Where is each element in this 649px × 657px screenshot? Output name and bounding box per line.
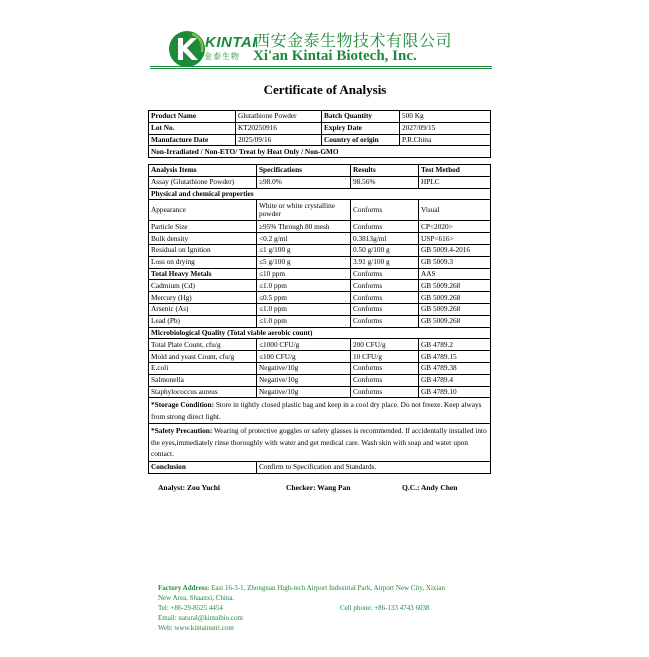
address-line-2: New Area, Shaanxi, China. [158,594,235,602]
product-name-label: Product Name [149,111,236,123]
cell: ≤1.0 ppm [257,280,351,292]
logo-text: KINTAI [205,34,257,51]
expiry-label: Expiry Date [322,122,400,134]
cell: Conforms [351,268,419,280]
cell: Conforms [351,280,419,292]
cell: 0.50 g/100 g [351,244,419,256]
mfg-value: 2025/09/16 [236,134,322,146]
analysis-table [148,164,491,474]
factory-address [158,584,445,592]
cell: ≤5 g/100 g [257,256,351,268]
storage-text: Store in tightly closed plastic bag and keep in a cool dry place. Do not freeze. Keep always from strong direct light. [151,400,482,421]
checker-signature: Checker: Wang Pan [286,483,351,492]
cell: GB 4789.10 [419,386,491,398]
cell: Lead (Pb) [149,315,257,327]
cell: HPLC [419,176,491,188]
storage-note [149,398,491,424]
cell: 200 CFU/g [351,339,419,351]
storage-label: *Storage Condition: [151,400,215,410]
heavy-metals-row [149,268,491,280]
kintai-logo-icon [166,28,208,70]
safety-label: *Safety Precaution: [151,426,213,436]
table-row [149,386,491,398]
table-row [149,339,491,351]
table-row [149,233,491,245]
cell: GB 5009.268 [419,280,491,292]
cell: Total Heavy Metals [149,268,257,280]
cell: GB 4789.2 [419,339,491,351]
table-row [149,280,491,292]
batch-qty-label: Batch Quantity [322,111,400,123]
cell: Conforms [351,362,419,374]
header-rule [150,68,492,69]
cell: Conforms [351,303,419,315]
cell: Conforms [351,315,419,327]
email: Email: natural@kintaibio.com [158,614,243,622]
cell: GB 5009.268 [419,315,491,327]
cell: Appearance [149,200,257,221]
header-cell: Analysis Items [149,165,257,177]
cell: Total Plate Count, cfu/g [149,339,257,351]
product-info-table [148,110,491,158]
company-name-en: Xi'an Kintai Biotech, Inc. [253,48,417,64]
cell: Negative/10g [257,362,351,374]
cell: ≥98.0% [257,176,351,188]
cell: Conforms [351,386,419,398]
table-row [149,200,491,221]
cell: Salmonella [149,374,257,386]
cell: 10 CFU/g [351,351,419,363]
header-cell: Specifications [257,165,351,177]
document-title: Certificate of Analysis [263,82,387,97]
header-rule [150,66,492,67]
cell: Visual [419,200,491,221]
header-cell: Results [351,165,419,177]
certificate-page [86,0,564,657]
cell: GB 5009.268 [419,292,491,304]
expiry-value: 2027/09/15 [400,122,491,134]
cell: 98.56% [351,176,419,188]
cell: Conforms [351,374,419,386]
cell: ≤1.0 ppm [257,303,351,315]
cell: GB 4789.38 [419,362,491,374]
address-label: Factory Address: [158,584,210,592]
lot-label: Lot No. [149,122,236,134]
analysis-header-row [149,165,491,177]
cell: Particle Size [149,221,257,233]
cell: <0.2 g/ml [257,233,351,245]
cell: Mercury (Hg) [149,292,257,304]
tel: Tel: +86-29-8525 4454 [158,604,223,612]
logo-cn-text: 金泰生物 [204,52,240,61]
safety-text: Wearing of protective goggles or safety glasses is recommended. If accidentally installed into the eyes,immediately rinse thoroughly with water and get medical care. Wash skin with soap and water upon contact. [151,426,487,459]
qc-signature: Q.C.: Andy Chen [402,483,458,492]
cell: GB 5009.4-2016 [419,244,491,256]
cell: GB 4789.4 [419,374,491,386]
origin-label: Country of origin [322,134,400,146]
cell: ≤1000 CFU/g [257,339,351,351]
cell: ≥95% Through 80 mesh [257,221,351,233]
cell: Loss on drying [149,256,257,268]
cell: Bulk density [149,233,257,245]
cell: White or white crystalline powder [257,200,351,221]
cell: ≤1 g/100 g [257,244,351,256]
cell: Cadmium (Cd) [149,280,257,292]
cell: ≤10 ppm [257,268,351,280]
safety-note [149,424,491,462]
cell: GB 5009.3 [419,256,491,268]
section-micro: Microbiological Quality (Total viable aerobic count) [149,327,491,339]
product-name-value: Glutathione Powder [236,111,322,123]
cell: Negative/10g [257,374,351,386]
cell: ≤100 CFU/g [257,351,351,363]
address-text: East 16-3-1, Zhongnan High-tech Airport Industrial Park, Airport New City, Xixian [209,584,445,592]
cell: E.coli [149,362,257,374]
section-physical: Physical and chemical properties [149,188,491,200]
cell: 0.3813g/ml [351,233,419,245]
cell: ≤1.0 ppm [257,315,351,327]
cell: Negative/10g [257,386,351,398]
mfg-label: Manufacture Date [149,134,236,146]
batch-qty-value: 500 Kg [400,111,491,123]
cell: GB 4789.15 [419,351,491,363]
cell: GB 5009.268 [419,303,491,315]
cell-phone: Cell phone: +86-133 4743 6038 [340,604,430,612]
cell: ≤0.5 ppm [257,292,351,304]
header-cell: Test Method [419,165,491,177]
table-row [149,362,491,374]
cell: USP<616> [419,233,491,245]
cell: Mold and yeast Count, cfu/g [149,351,257,363]
table-row [149,303,491,315]
conclusion-label: Conclusion [149,461,257,473]
table-row [149,292,491,304]
analyst-signature: Analyst: Zou Yuchi [158,483,220,492]
table-row [149,244,491,256]
origin-value: P.R.China [400,134,491,146]
table-row [149,256,491,268]
table-row [149,374,491,386]
cell: Residual on Ignition [149,244,257,256]
company-name-cn: 西安金泰生物技术有限公司 [254,31,453,50]
table-row [149,351,491,363]
conclusion-value: Confirm to Specification and Standards. [257,461,491,473]
lot-value: KT20250916 [236,122,322,134]
cell: Assay (Glutathione Powder) [149,176,257,188]
claims-row: Non-Irradiated / Non-ETO/ Treat by Heat Only / Non-GMO [149,146,491,158]
cell: AAS [419,268,491,280]
table-row [149,221,491,233]
cell: 3.91 g/100 g [351,256,419,268]
cell: Arsenic (As) [149,303,257,315]
table-row [149,315,491,327]
cell: CP<2020> [419,221,491,233]
cell: Conforms [351,292,419,304]
cell: Staphylococcus aureus [149,386,257,398]
assay-row [149,176,491,188]
cell: Conforms [351,200,419,221]
website: Web: www.kintainutri.com [158,624,234,632]
cell: Conforms [351,221,419,233]
